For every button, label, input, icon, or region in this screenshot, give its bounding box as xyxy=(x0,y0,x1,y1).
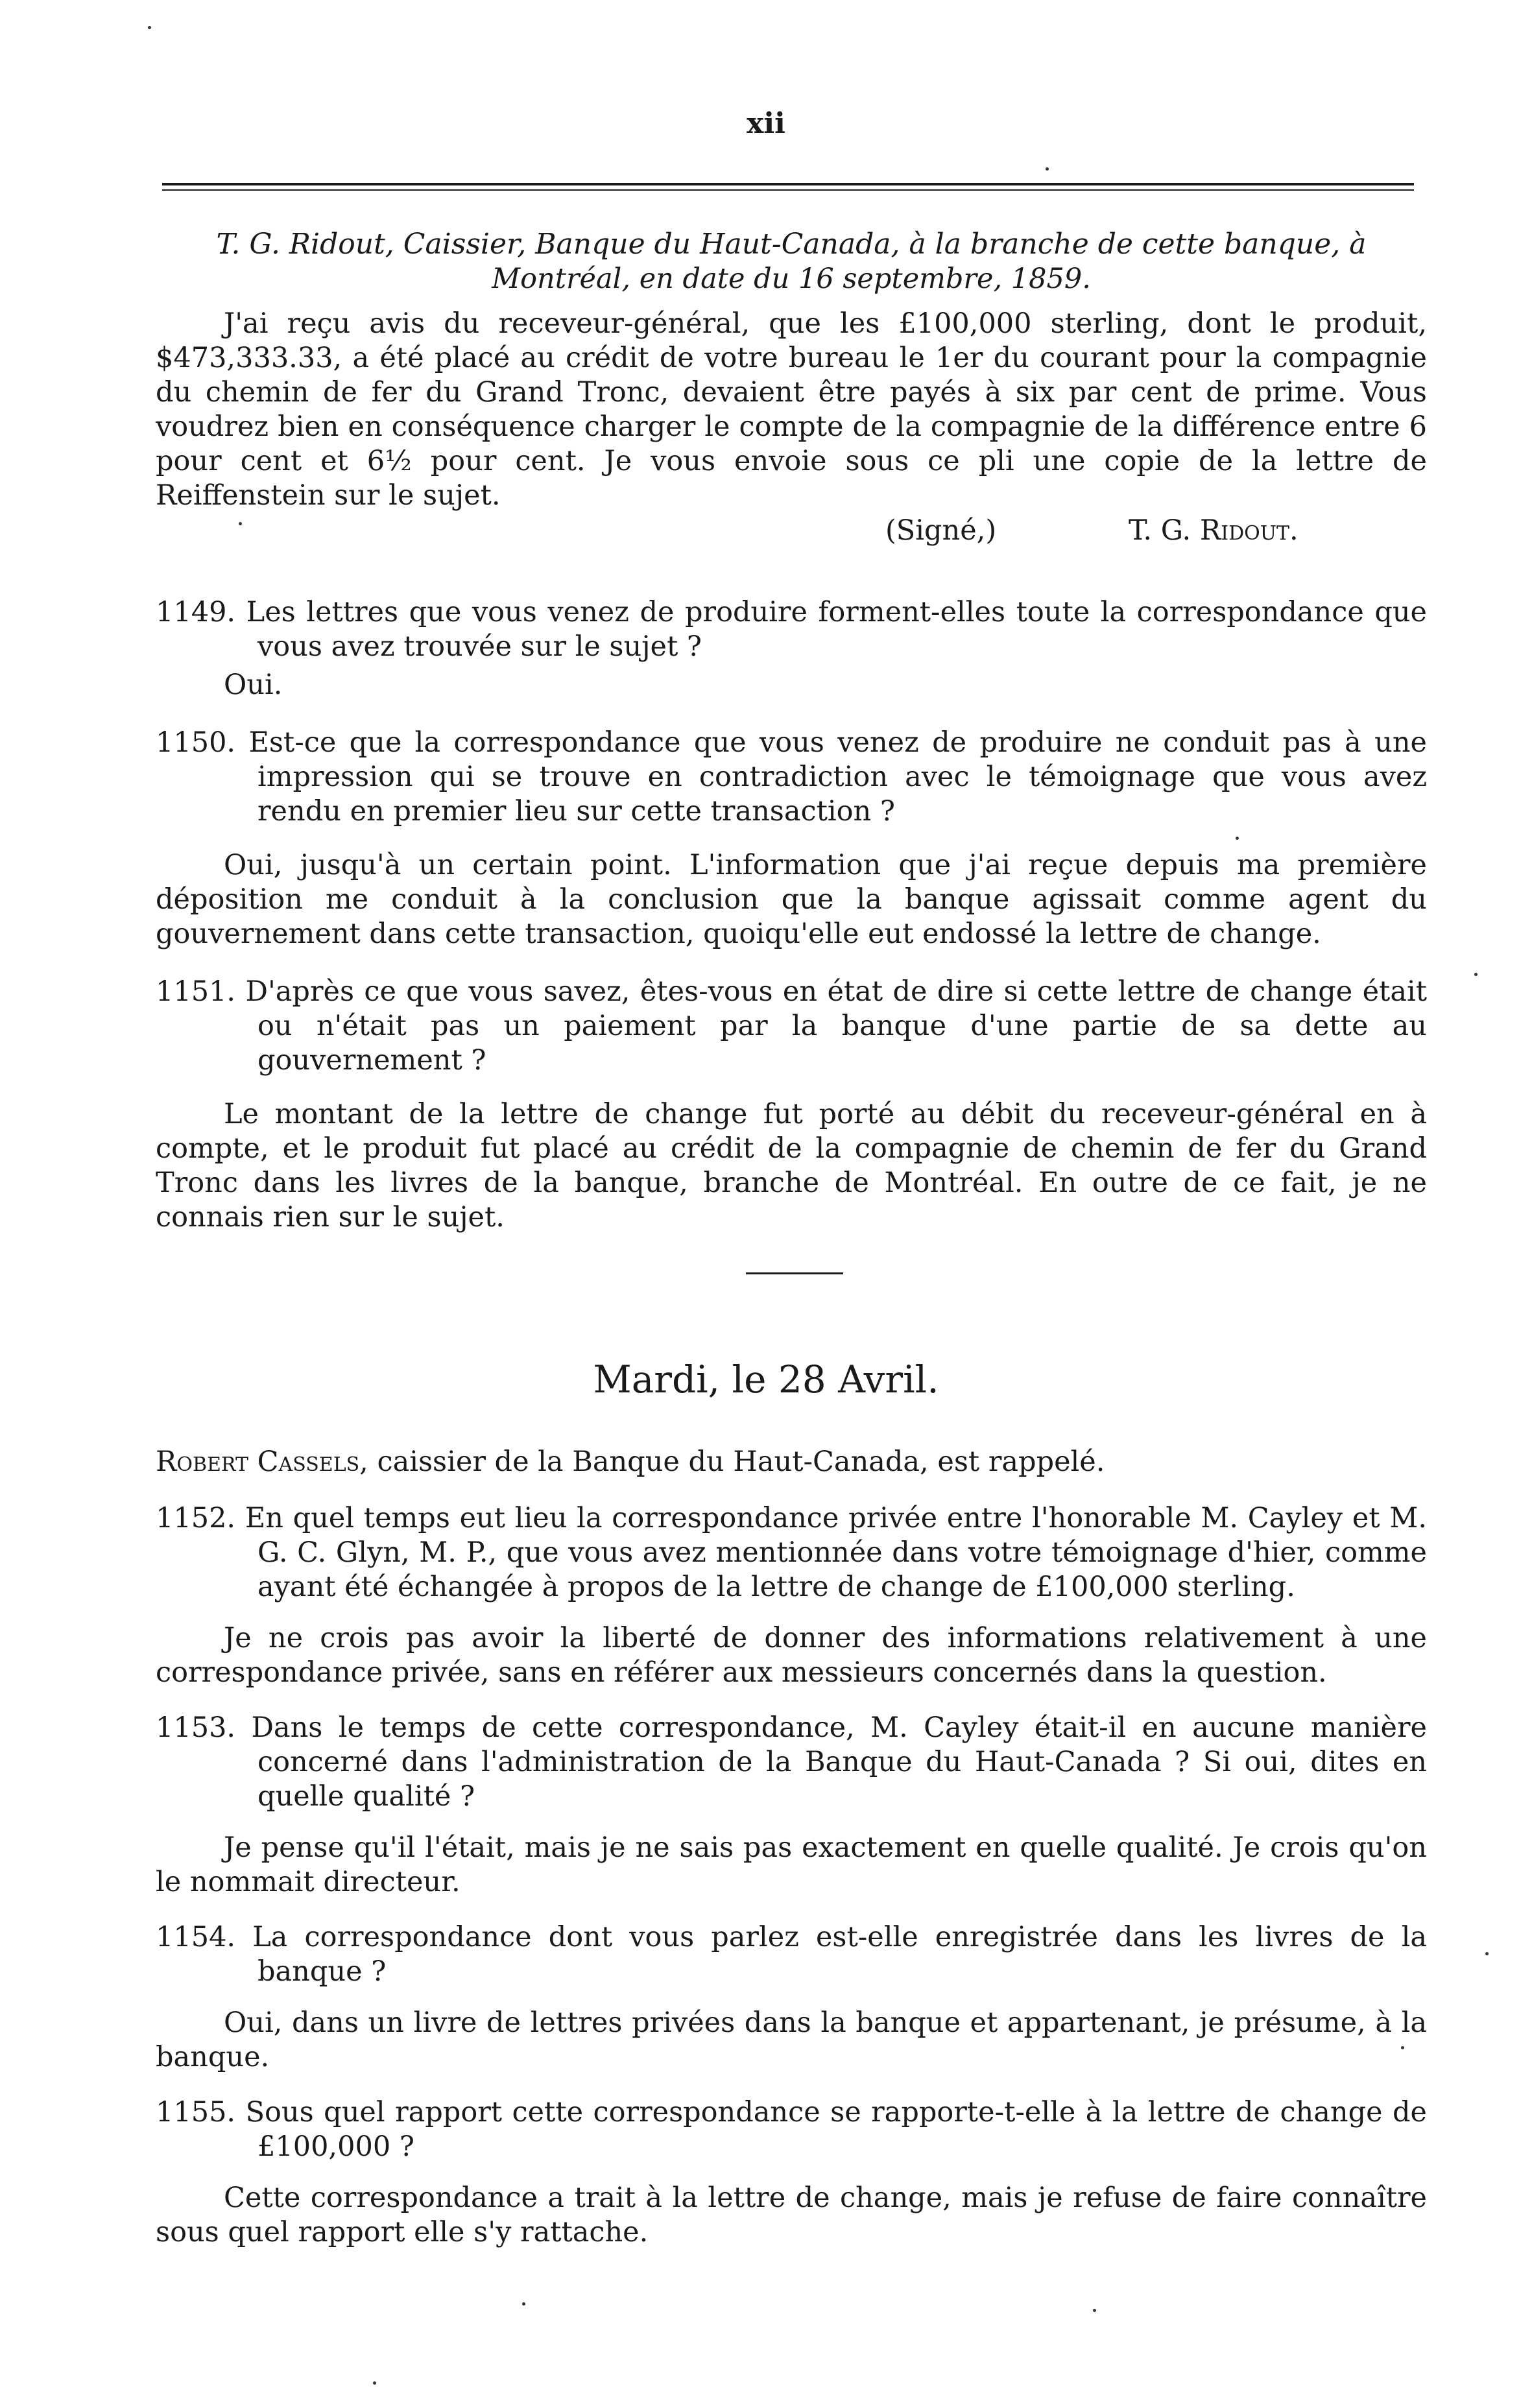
date-heading: Mardi, le 28 Avril. xyxy=(593,1357,939,1401)
question: 1149. Les lettres que vous venez de produire forment-elles toute la correspondance que vous avez trouvée sur le sujet ? xyxy=(156,596,1427,663)
testimony-entry-1152 xyxy=(156,1501,1427,1690)
page-number: xii xyxy=(747,107,785,140)
signed-label: (Signé,) xyxy=(885,514,997,547)
signature: T. G. Ridout. xyxy=(1129,514,1299,547)
scan-speck xyxy=(148,26,151,29)
answer: Oui, jusqu'à un certain point. L'information que j'ai reçue depuis ma première déposition me conduit à la conclusion que la banque agissait comme agent du gouvernement dans cette transaction, quoiqu'elle eut endossé la lettre de change. xyxy=(156,849,1427,950)
header-rule-bottom xyxy=(162,189,1414,191)
letter-block xyxy=(156,227,1427,513)
scan-speck xyxy=(1046,167,1049,171)
testimony-entry-1154 xyxy=(156,1920,1427,2075)
testimony-entry-1153 xyxy=(156,1711,1427,1900)
answer: Le montant de la lettre de change fut porté au débit du receveur-général en à compte, et le produit fut placé au crédit de la compagnie de chemin de fer du Grand Tronc dans les livres de la banque, branche de Montréal. En outre de ce fait, je ne connais rien sur le sujet. xyxy=(156,1098,1427,1234)
answer: Cette correspondance a trait à la lettre de change, mais je refuse de faire connaître sous quel rapport elle s'y rattache. xyxy=(156,2182,1427,2248)
answer: Je ne crois pas avoir la liberté de donner des informations relativement à une correspondance privée, sans en référer aux messieurs concernés dans la question. xyxy=(156,1622,1427,1689)
question: 1150. Est-ce que la correspondance que vous venez de produire ne conduit pas à une impression qui se trouve en contradiction avec le témoignage que vous avez rendu en premier lieu sur cette transaction ? xyxy=(156,726,1427,828)
scan-speck xyxy=(1236,837,1239,840)
question: 1154. La correspondance dont vous parlez est-elle enregistrée dans les livres de la banque ? xyxy=(156,1921,1427,1988)
scan-speck xyxy=(1474,973,1478,976)
testimony-block-2 xyxy=(156,1445,1427,2250)
scan-speck xyxy=(1401,2046,1404,2049)
testimony-entry-1149 xyxy=(156,595,1427,702)
question: 1155. Sous quel rapport cette correspondance se rapporte-t-elle à la lettre de change de £100,000 ? xyxy=(156,2096,1427,2163)
question: 1153. Dans le temps de cette correspondance, M. Cayley était-il en aucune manière concerné dans l'administration de la Banque du Haut-Canada ? Si oui, dites en quelle qualité ? xyxy=(156,1711,1427,1813)
section-separator xyxy=(746,1272,843,1274)
letter-heading-line1: T. G. Ridout, Caissier, Banque du Haut-Canada, à la branche de cette banque, à xyxy=(216,228,1367,261)
witness-line xyxy=(156,1445,1427,1479)
question: 1152. En quel temps eut lieu la correspondance privée entre l'honorable M. Cayley et M. G. C. Glyn, M. P., que vous avez mentionnée dans votre témoignage d'hier, comme ayant été échangée à propos de la lettre de change de £100,000 sterling. xyxy=(156,1502,1427,1603)
letter-signature-line xyxy=(0,514,1532,553)
scan-speck xyxy=(239,522,242,525)
answer: Oui. xyxy=(224,669,283,701)
testimony-entry-1151 xyxy=(156,975,1427,1235)
header-rule-top xyxy=(162,183,1414,185)
scan-speck xyxy=(1485,1952,1489,1955)
scan-speck xyxy=(522,2302,525,2306)
witness-description: , caissier de la Banque du Haut-Canada, est rappelé. xyxy=(359,1446,1105,1478)
scan-speck xyxy=(373,2381,376,2385)
letter-body: J'ai reçu avis du receveur-général, que les £100,000 sterling, dont le produit, $473,333.33, a été placé au crédit de votre bureau le 1er du courant pour la compagnie du chemin de fer du Grand Tronc, devaient être payés à six par cent de prime. Vous voudrez bien en conséquence charger le compte de la compagnie de la différence entre 6 pour cent et 6½ pour cent. Je vous envoie sous ce pli une copie de la lettre de Reiffenstein sur le sujet. xyxy=(156,307,1427,512)
answer: Je pense qu'il l'était, mais je ne sais pas exactement en quelle qualité. Je crois qu'on le nommait directeur. xyxy=(156,1831,1427,1898)
letter-heading-line2: Montréal, en date du 16 septembre, 1859. xyxy=(492,263,1091,295)
witness-name: Robert Cassels xyxy=(156,1446,360,1478)
question: 1151. D'après ce que vous savez, êtes-vous en état de dire si cette lettre de change était ou n'était pas un paiement par la banque d'une partie de sa dette au gouvernement ? xyxy=(156,975,1427,1077)
testimony-entry-1155 xyxy=(156,2095,1427,2250)
testimony-block-1 xyxy=(156,595,1427,1235)
answer: Oui, dans un livre de lettres privées dans la banque et appartenant, je présume, à la banque. xyxy=(156,2007,1427,2073)
scan-speck xyxy=(1093,2309,1096,2312)
